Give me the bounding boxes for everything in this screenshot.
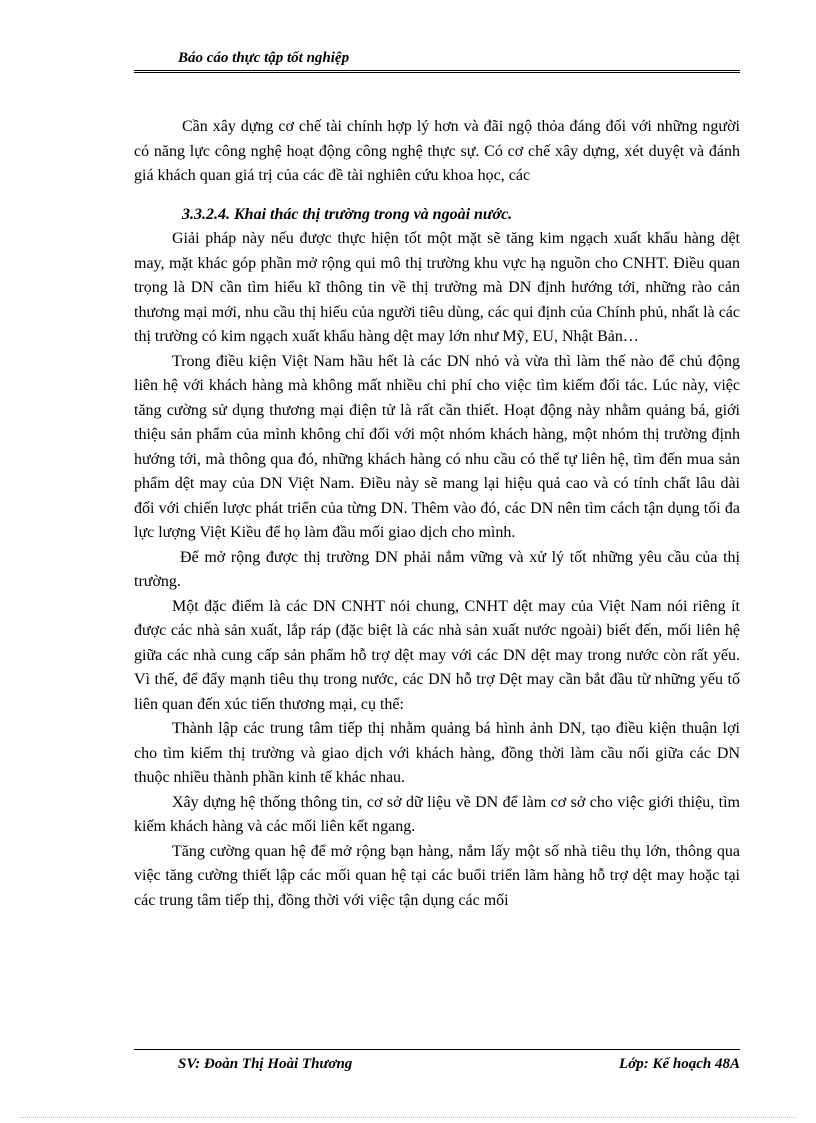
footer-student-name: SV: Đoàn Thị Hoài Thương	[178, 1056, 353, 1072]
footer-divider	[134, 1049, 740, 1050]
paragraph-intro: Cần xây dựng cơ chế tài chính hợp lý hơn và đãi ngộ thỏa đáng đối với những người có năng lực công nghệ hoạt động công nghệ thực sự. Có cơ chế xây dựng, xét duyệt và đánh giá khách quan giá trị của các đề tài nghiên cứu khoa học, các	[134, 118, 740, 184]
paragraph: Trong điều kiện Việt Nam hầu hết là các DN nhỏ và vừa thì làm thế nào để chủ động liên hệ với khách hàng mà không mất nhiều chi phí cho việc tìm kiếm đối tác. Lúc này, việc tăng cường sử dụng thương mại điện tử là rất cần thiết. Hoạt động này nhằm quảng bá, giới thiệu sản phẩm của mình không chỉ đối với một nhóm khách hàng, một nhóm thị trường định hướng tới, mà thông qua đó, những khách hàng có nhu cầu có thể tự liên hệ, tìm đến mua sản phẩm dệt may của DN Việt Nam. Điều này sẽ mang lại hiệu quả cao và có tính chất lâu dài đối với chiến lược phát triển của từng DN. Thêm vào đó, các DN nên tìm cách tận dụng tối đa lực lượng Việt Kiều để họ làm đầu mối giao dịch cho mình.	[134, 352, 740, 541]
paragraph: Giải pháp này nếu được thực hiện tốt một mặt sẽ tăng kim ngạch xuất khẩu hàng dệt may, mặt khác góp phần mở rộng qui mô thị trường khu vực hạ nguồn cho CNHT. Điều quan trọng là DN cần tìm hiểu kĩ thông tin về thị trường mà DN định hướng tới, những rào cản thương mại mới, nhu cầu thị hiếu của người tiêu dùng, các qui định của Chính phủ, nhất là các thị trường có kim ngạch xuất khẩu hàng dệt may lớn như Mỹ, EU, Nhật Bản…	[134, 230, 740, 345]
header-divider	[134, 70, 740, 73]
footer-class-name: Lớp: Kế hoạch 48A	[619, 1056, 740, 1072]
page-content	[134, 115, 740, 913]
page-bottom-dotted-line	[20, 1117, 796, 1118]
paragraph: Một đặc điểm là các DN CNHT nói chung, CNHT dệt may của Việt Nam nói riêng ít được các nhà sản xuất, lắp ráp (đặc biệt là các nhà sản xuất nước ngoài) biết đến, mối liên hệ giữa các nhà cung cấp sản phẩm hỗ trợ dệt may với các DN dệt may trong nước còn rất yếu. Vì thế, để đẩy mạnh tiêu thụ trong nước, các DN hỗ trợ Dệt may cần bắt đầu từ những yếu tố liên quan đến xúc tiến thương mại, cụ thể:	[134, 597, 740, 713]
section-heading: 3.3.2.4. Khai thác thị trường trong và ngoài nước.	[182, 205, 513, 223]
paragraph: Để mở rộng được thị trường DN phải nắm vững và xử lý tốt những yêu cầu của thị trường.	[134, 548, 740, 590]
paragraph: Tăng cường quan hệ để mở rộng bạn hàng, nắm lấy một số nhà tiêu thụ lớn, thông qua việc tăng cường thiết lập các mối quan hệ tại các buổi triển lãm hàng hỗ trợ dệt may hoặc tại các trung tâm tiếp thị, đồng thời với việc tận dụng các mối	[134, 842, 740, 909]
paragraph: Thành lập các trung tâm tiếp thị nhằm quảng bá hình ảnh DN, tạo điều kiện thuận lợi cho tìm kiếm thị trường và giao dịch với khách hàng, đồng thời làm cầu nối giữa các DN thuộc nhiều thành phần kinh tế khác nhau.	[134, 720, 740, 786]
page-header-title: Báo cáo thực tập tốt nghiệp	[178, 50, 350, 66]
paragraph: Xây dựng hệ thống thông tin, cơ sở dữ liệu về DN để làm cơ sở cho việc giới thiệu, tìm kiếm khách hàng và các mối liên kết ngang.	[134, 793, 740, 835]
